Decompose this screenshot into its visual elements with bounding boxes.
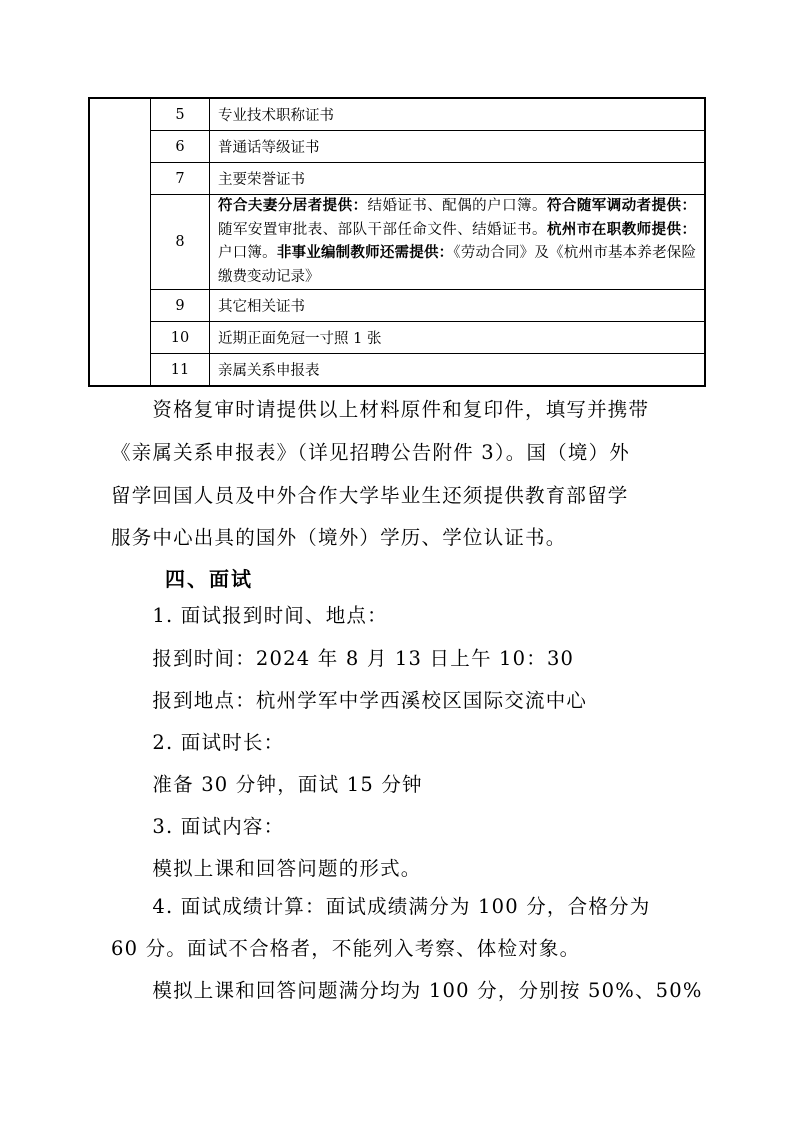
- table-row: [89, 290, 705, 322]
- row-text: 普通话等级证书: [210, 131, 706, 163]
- row-text: 亲属关系申报表: [210, 354, 706, 387]
- bold-label: 符合夫妻分居者提供：: [218, 198, 368, 214]
- section-title: 四、面试: [165, 567, 253, 591]
- paragraph-line: 准备 30 分钟，面试 15 分钟: [111, 773, 423, 796]
- paragraph-line: 留学回国人员及中外合作大学毕业生还须提供教育部留学: [111, 484, 629, 507]
- paragraph-line: 服务中心出具的国外（境外）学历、学位认证书。: [111, 526, 567, 549]
- row-number: 6: [151, 131, 210, 163]
- row-text: 结婚证书、配偶的户口簿。: [367, 198, 547, 214]
- paragraph-line: 《亲属关系申报表》（详见招聘公告附件 3）。国（境）外: [111, 441, 631, 464]
- bold-label: 符合随军调动者提供：: [546, 198, 697, 214]
- table-row: [89, 354, 705, 387]
- materials-table: [88, 97, 706, 387]
- row-number: 9: [151, 290, 210, 322]
- row-number: 11: [151, 354, 210, 387]
- table-row: [89, 98, 705, 131]
- paragraph-line: 资格复审时请提供以上材料原件和复印件，填写并携带: [111, 398, 650, 421]
- table-row: [89, 131, 705, 163]
- category-cell: [89, 98, 151, 386]
- row-text: 其它相关证书: [210, 290, 706, 322]
- bold-label: 非事业编制教师还需提供：: [276, 245, 454, 261]
- paragraph-line: 模拟上课和回答问题满分均为 100 分，分别按 50%、50%: [111, 979, 703, 1002]
- row-number: 7: [151, 163, 210, 195]
- table-row: [89, 195, 705, 290]
- table-row: [89, 163, 705, 195]
- paragraph-line: 2. 面试时长：: [111, 731, 285, 754]
- paragraph-line: 模拟上课和回答问题的形式。: [111, 857, 422, 880]
- row-number: 5: [151, 98, 210, 131]
- row-number: 8: [151, 195, 210, 290]
- row-text: 专业技术职称证书: [210, 98, 706, 131]
- row-text: 《劳动合同》及《杭州市基本养老保险缴费变动记录》: [218, 245, 696, 285]
- paragraph-line: 报到地点：杭州学军中学西溪校区国际交流中心: [111, 689, 588, 712]
- row-text: 主要荣誉证书: [210, 163, 706, 195]
- row-text: 随军安置审批表、部队干部任命文件、结婚证书。: [218, 221, 547, 238]
- table-row: [89, 322, 705, 354]
- paragraph-line: 4. 面试成绩计算：面试成绩满分为 100 分，合格分为: [111, 895, 651, 918]
- paragraph-line: 报到时间：2024 年 8 月 13 日上午 10：30: [111, 647, 575, 670]
- paragraph-line: 60 分。面试不合格者，不能列入考察、体检对象。: [111, 937, 581, 960]
- row-number: 10: [151, 322, 210, 354]
- row-text: 户口簿。: [218, 245, 277, 261]
- paragraph-line: 3. 面试内容：: [111, 815, 285, 838]
- row-text: 近期正面免冠一寸照 1 张: [210, 322, 706, 354]
- bold-label: 杭州市在职教师提供：: [546, 221, 697, 238]
- paragraph-line: 1. 面试报到时间、地点：: [111, 604, 388, 627]
- row-text-multi: [210, 195, 706, 290]
